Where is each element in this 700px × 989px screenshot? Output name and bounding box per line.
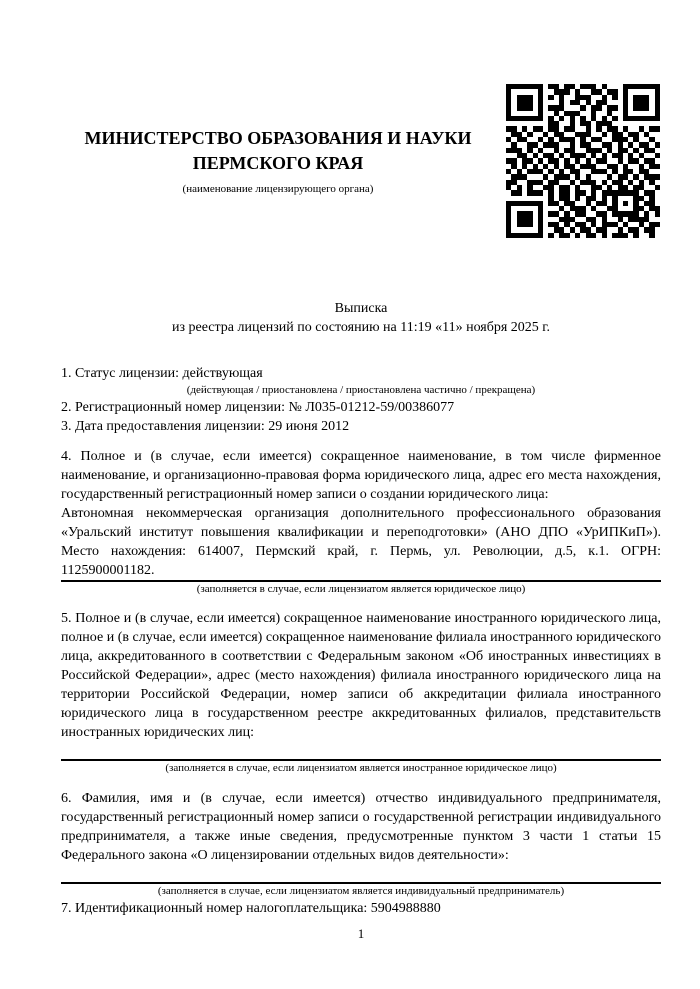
individual-entrepreneur-text: 6. Фамилия, имя и (в случае, если имеется) отчество индивидуального предпринимателя, государственный регистрационный номер записи о государственной регистрации индивидуального предпринимателя, а также иные сведения, предусмотренные пунктом 3 части 1 статьи 15 Федерального закона «О лицензировании отдельных видов деятельности»: [61, 791, 661, 863]
foreign-entity-text: 5. Полное и (в случае, если имеется) сокращенное наименование иностранного юридического лица, полное и (в случае, если имеется) сокращенное наименование филиала иностранного юридического лица, аккредитованного в соответствии с Федеральным законом «Об иностранных инвестициях в Российской Федерации», адрес (место нахождения) филиала иностранного юридического лица на территории Российской Федерации, номер записи об аккредитации филиала иностранного юридического лица в государственном реестре аккредитованных филиалов, представительств иностранных юридических лиц: [61, 611, 661, 740]
license-reg-number: 2. Регистрационный номер лицензии: № Л035-01212-59/00386077 [61, 400, 455, 415]
page-number: 1 [357, 926, 365, 941]
foreign-entity-value [61, 742, 661, 759]
individual-entrepreneur-value [61, 865, 661, 882]
taxpayer-inn: 7. Идентификационный номер налогоплательщика: 5904988880 [61, 901, 441, 916]
foreign-entity-section [61, 609, 661, 776]
license-status-caption: (действующая / приостановлена / приостановлена частично / прекращена) [186, 384, 536, 396]
ministry-name-line1: МИНИСТЕРСТВО ОБРАЗОВАНИЯ И НАУКИ [84, 128, 472, 148]
license-status: 1. Статус лицензии: действующая [61, 366, 263, 381]
individual-entrepreneur-section [61, 789, 661, 899]
individual-entrepreneur-caption: (заполняется в случае, если лицензиатом является индивидуальный предприниматель) [157, 885, 565, 897]
document-title-line1: Выписка [334, 301, 388, 316]
document-body [61, 364, 661, 918]
ministry-name-line2: ПЕРМСКОГО КРАЯ [192, 153, 364, 173]
document-title-line2: из реестра лицензий по состоянию на 11:19 «11» ноября 2025 г. [172, 320, 550, 335]
legal-entity-caption: (заполняется в случае, если лицензиатом является юридическое лицо) [196, 583, 526, 595]
document-title [61, 299, 661, 337]
legal-entity-value: Автономная некоммерческая организация дополнительного профессионального образования «Уральский институт повышения квалификации и переподготовки» (АНО ДПО «УрИПКиП»). Место нахождения: 614007, Пермский край, г. Пермь, ул. Революции, д.5, к.1. ОГРН: 1125900001182. [61, 506, 661, 578]
licensing-authority-header [61, 126, 495, 196]
ministry-name [61, 126, 495, 176]
ministry-caption: (наименование лицензирующего органа) [182, 183, 374, 195]
license-grant-date: 3. Дата предоставления лицензии: 29 июня 2012 [61, 419, 350, 434]
qr-code [506, 84, 660, 238]
foreign-entity-caption: (заполняется в случае, если лицензиатом является иностранное юридическое лицо) [165, 762, 557, 774]
legal-entity-text: 4. Полное и (в случае, если имеется) сокращенное наименование, в том числе фирменное наименование, и организационно-правовая форма юридического лица, адрес его места нахождения, государственный регистрационный номер записи о создании юридического лица: [61, 449, 661, 502]
legal-entity-section [61, 447, 661, 597]
